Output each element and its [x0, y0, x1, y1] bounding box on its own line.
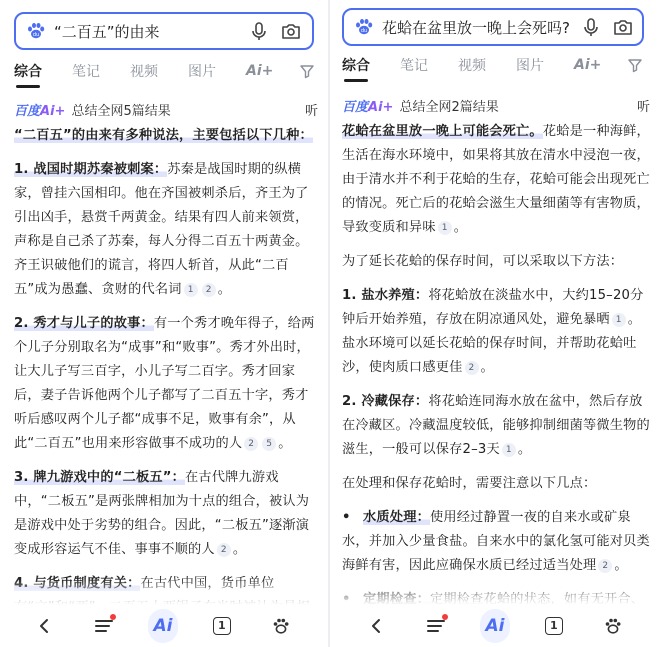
- window-count-button[interactable]: [539, 611, 569, 641]
- list-item: 2. 冷藏保存：将花蛤连同海水放在盆中，然后存放在冷藏区。冷藏温度较低，能够抑制细菌等微生物的滋生，一般可以保存2–3天 1 。: [342, 394, 650, 457]
- baidu-paw-icon: [603, 616, 623, 636]
- listen-button[interactable]: 听: [636, 99, 650, 115]
- filter-icon[interactable]: [627, 57, 643, 73]
- microphone-icon[interactable]: [580, 16, 602, 38]
- search-tabs: [342, 52, 658, 78]
- baidu-ai-logo: 百度Ai+: [14, 103, 66, 119]
- ai-assistant-button[interactable]: [480, 611, 510, 641]
- menu-button[interactable]: [89, 611, 119, 641]
- baidu-paw-icon: [26, 21, 46, 41]
- list-item: 1. 盐水养殖：将花蛤放在淡盐水中，大约15–20分钟后开始养殖，存放在阴凉通风处，避免暴晒 1 。盐水环境可以延长花蛤的保存时间，并帮助花蛤吐沙，使肉质口感更佳 2 。: [342, 288, 644, 375]
- tab-ai-plus[interactable]: Ai+: [574, 57, 602, 73]
- baidu-home-button[interactable]: [266, 611, 296, 641]
- panel-divider: [328, 0, 330, 647]
- ai-summary-content: [342, 94, 650, 603]
- tab-ai-plus[interactable]: Ai+: [246, 63, 274, 79]
- ai-summary-header: [14, 98, 318, 120]
- citation-badge[interactable]: 2: [202, 283, 216, 297]
- back-button[interactable]: [362, 611, 392, 641]
- baidu-paw-icon: [271, 616, 291, 636]
- bottom-nav-bar: [332, 605, 658, 647]
- summary-intro: “二百五”的由来有多种说法，主要包括以下几种：: [14, 128, 313, 143]
- search-query-text[interactable]: “二百五”的由来: [54, 22, 160, 41]
- chevron-left-icon: [368, 617, 386, 635]
- left-search-result-panel: [0, 0, 326, 647]
- list-item: • 水质处理：使用经过静置一夜的自来水或矿泉水，并加入少量食盐。自来水中的氯化氢可能对贝类海鲜有害，因此应确保水质已经过适当处理 2 。: [342, 506, 650, 578]
- ai-summary-content: [14, 98, 318, 603]
- citation-badge[interactable]: 1: [612, 313, 626, 327]
- back-button[interactable]: [30, 611, 60, 641]
- search-bar[interactable]: [14, 12, 314, 50]
- search-tabs: [14, 58, 326, 84]
- citation-badge[interactable]: 2: [217, 543, 231, 557]
- tab-videos[interactable]: 视频: [458, 58, 486, 74]
- ai-assistant-icon: Ai: [148, 609, 178, 643]
- microphone-icon[interactable]: [248, 20, 270, 42]
- notification-dot: [442, 614, 448, 620]
- baidu-home-button[interactable]: [598, 611, 628, 641]
- baidu-ai-logo: 百度Ai+: [342, 99, 394, 115]
- tab-images[interactable]: 图片: [188, 64, 216, 80]
- filter-icon[interactable]: [299, 63, 315, 79]
- tab-comprehensive[interactable]: 综合: [14, 61, 42, 81]
- citation-badge[interactable]: 2: [598, 559, 612, 573]
- citation-badge[interactable]: 2: [465, 361, 479, 375]
- baidu-paw-icon: [354, 17, 374, 37]
- methods-intro: 为了延长花蛤的保存时间，可以采取以下方法：: [342, 254, 624, 269]
- notes-intro: 在处理和保存花蛤时，需要注意以下几点：: [342, 476, 597, 491]
- window-count-icon: 1: [213, 617, 231, 635]
- listen-button[interactable]: 听: [304, 103, 318, 119]
- right-search-result-panel: [332, 0, 658, 647]
- citation-badge[interactable]: 1: [184, 283, 198, 297]
- citation-badge[interactable]: 1: [502, 443, 516, 457]
- list-item: 2. 秀才与儿子的故事：有一个秀才晚年得子，给两个儿子分别取名为“成事”和“败事”。秀才外出时，让大儿子写三百字，小儿子写二百字。秀才回家后，妻子告诉他两个儿子都写了二百五十字，秀才听后感叹两个儿子都“成事不足，败事有余”，从此“二百五”也用来形容做事不成功的人 2 5 。: [14, 316, 315, 451]
- tab-images[interactable]: 图片: [516, 58, 544, 74]
- ai-summary-header: [342, 94, 650, 116]
- summary-intro: 花蛤在盆里放一晚上可能会死亡。花蛤是一种海鲜，生活在海水环境中，如果将其放在清水中浸泡一夜，由于清水并不利于花蛤的生存，花蛤可能会出现死亡的情况。死亡后的花蛤会滋生大量细菌等有害物质，导致变质和异味 1 。: [342, 124, 650, 235]
- citation-badge[interactable]: 5: [262, 437, 276, 451]
- list-item: 1. 战国时期苏秦被刺案：苏秦是战国时期的纵横家，曾挂六国相印。他在齐国被刺杀后，齐王为了引出凶手，悬赏千两黄金。结果有四人前来领赏，声称是自己杀了苏秦，每人分得二百五十两黄金。齐王识破他们的谎言，将四人斩首，从此“二百五”成为愚蠢、贪财的代名词 1 2 。: [14, 162, 309, 297]
- window-count-button[interactable]: [207, 611, 237, 641]
- bottom-nav-bar: [0, 605, 326, 647]
- ai-assistant-icon: Ai: [480, 609, 510, 643]
- camera-icon[interactable]: [280, 20, 302, 42]
- camera-icon[interactable]: [612, 16, 634, 38]
- list-item: 3. 牌九游戏中的“二板五”：在古代牌九游戏中，“二板五”是两张牌相加为十点的组合，被认为是游戏中处于劣势的组合。因此，“二板五”逐渐演变成形容运气不佳、事事不顺的人 2 。: [14, 470, 310, 557]
- search-query-text[interactable]: 花蛤在盆里放一晚上会死吗?: [382, 18, 570, 37]
- notification-dot: [110, 614, 116, 620]
- window-count-icon: 1: [545, 617, 563, 635]
- search-bar[interactable]: [342, 8, 644, 46]
- tab-comprehensive[interactable]: 综合: [342, 55, 370, 75]
- svg-text:du: du: [32, 32, 40, 38]
- tab-videos[interactable]: 视频: [130, 64, 158, 80]
- menu-button[interactable]: [421, 611, 451, 641]
- chevron-left-icon: [36, 617, 54, 635]
- tab-notes[interactable]: 笔记: [400, 58, 428, 74]
- summary-source-count: 总结全网5篇结果: [71, 103, 171, 119]
- svg-text:du: du: [360, 28, 368, 34]
- ai-assistant-button[interactable]: [148, 611, 178, 641]
- citation-badge[interactable]: 2: [244, 437, 258, 451]
- summary-source-count: 总结全网2篇结果: [399, 99, 499, 115]
- citation-badge[interactable]: 1: [438, 221, 452, 235]
- tab-notes[interactable]: 笔记: [72, 64, 100, 80]
